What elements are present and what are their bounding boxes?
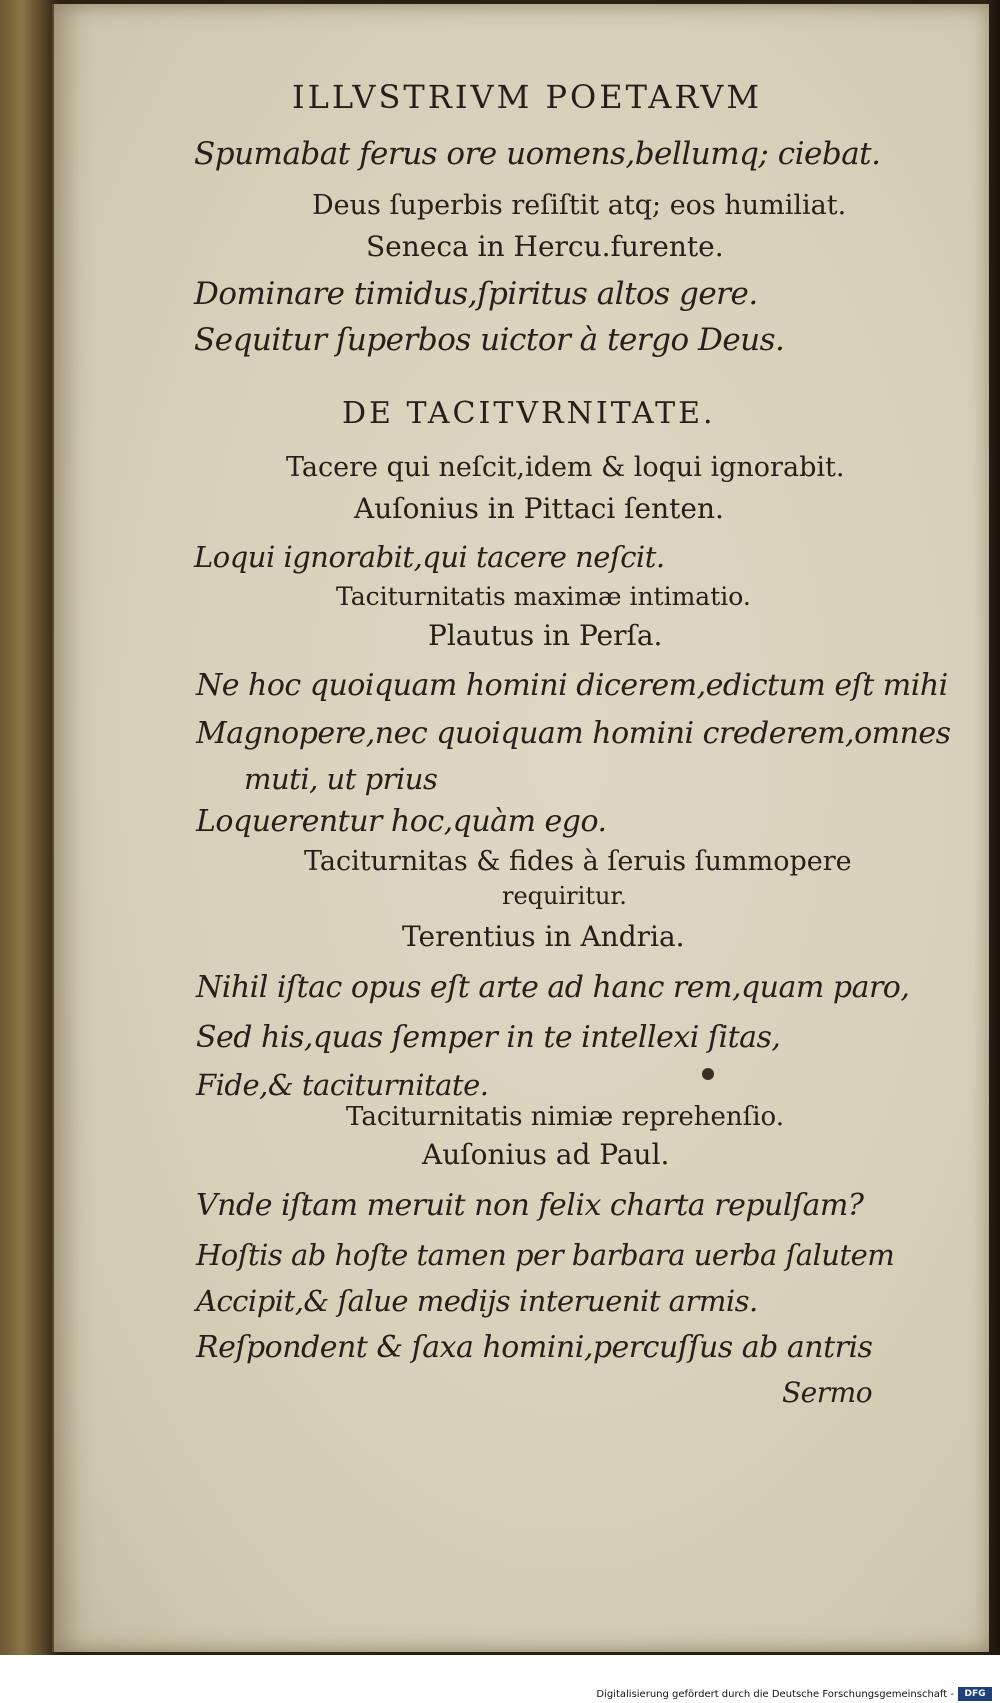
verse-line: Ne hoc quoiquam homini dicerem,edictum eſt mihi xyxy=(196,668,948,703)
maxim-line: Taciturnitatis nimiæ reprehenſio. xyxy=(346,1102,784,1132)
author-source: Auſonius in Pittaci ſenten. xyxy=(354,492,724,525)
verse-line: Vnde iſtam meruit non felix charta repulſam? xyxy=(196,1188,864,1223)
running-title: ILLVSTRIVM POETARVM xyxy=(292,78,763,116)
verse-line: Magnopere,nec quoiquam homini crederem,omnes xyxy=(196,716,951,751)
verse-line: Sequitur ſuperbos uictor à tergo Deus. xyxy=(194,322,785,358)
verse-line: Reſpondent & ſaxa homini,percuſſus ab antris xyxy=(196,1330,873,1365)
author-source: Seneca in Hercu.furente. xyxy=(366,230,724,263)
verse-line: Loqui ignorabit,qui tacere neſcit. xyxy=(194,540,665,574)
verse-line: Nihil iſtac opus eſt arte ad hanc rem,quam paro, xyxy=(196,970,910,1005)
verse-line: muti, ut prius xyxy=(244,762,438,796)
verse-line: Accipit,& ſalue medijs interuenit armis. xyxy=(196,1284,758,1318)
author-source: Terentius in Andria. xyxy=(402,920,685,953)
verse-line: Sed his,quas ſemper in te intellexi ſitas, xyxy=(196,1020,781,1055)
verse-line: Dominare timidus,ſpiritus altos gere. xyxy=(194,276,758,312)
author-source: Auſonius ad Paul. xyxy=(422,1138,670,1171)
maxim-line: Tacere qui neſcit,idem & loqui ignorabit. xyxy=(286,452,845,483)
digitization-footer xyxy=(0,1655,1000,1703)
footer-credit: Digitalisierung gefördert durch die Deutsche Forschungsgemeinschaft - xyxy=(596,1689,954,1700)
verse-line: Spumabat ferus ore uomens,bellumq; ciebat. xyxy=(194,136,881,172)
maxim-line: Taciturnitas & fides à ſeruis ſummopere xyxy=(304,846,852,877)
verse-line: Loquerentur hoc,quàm ego. xyxy=(196,804,607,839)
maxim-line: Deus ſuperbis reſiſtit atq; eos humiliat. xyxy=(312,190,847,221)
section-heading: DE TACITVRNITATE. xyxy=(342,396,716,431)
book-page xyxy=(52,4,989,1652)
author-source: Plautus in Perſa. xyxy=(428,619,663,652)
maxim-line: Taciturnitatis maximæ intimatio. xyxy=(336,582,751,611)
dfg-logo: DFG xyxy=(958,1687,992,1701)
verse-line: Fide,& taciturnitate. xyxy=(196,1068,489,1102)
maxim-line: requiritur. xyxy=(502,882,627,910)
catchword: Sermo xyxy=(782,1376,873,1409)
ink-spot xyxy=(702,1068,714,1080)
verse-line: Hoſtis ab hoſte tamen per barbara uerba ſalutem xyxy=(196,1238,895,1272)
